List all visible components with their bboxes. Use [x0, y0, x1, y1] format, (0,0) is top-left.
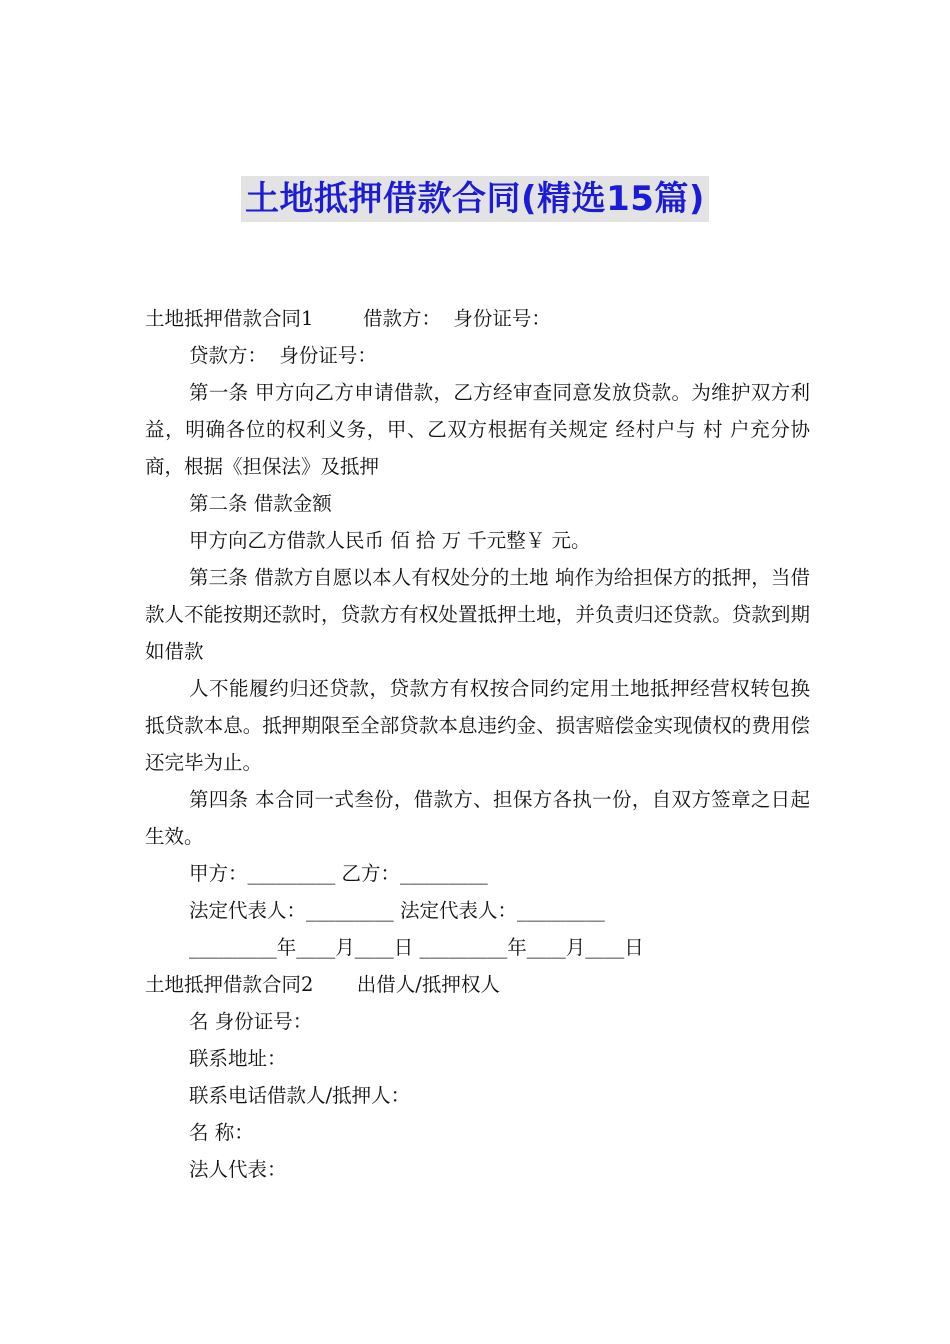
paragraph: 第二条 借款金额 [189, 492, 332, 515]
paragraph: _________年____月____日 _________年____月____日 [189, 936, 644, 959]
paragraph: 联系电话借款人/抵押人： [189, 1084, 411, 1107]
paragraph: 土地抵押借款合同2 出借人/抵押权人 [145, 973, 500, 996]
paragraph: 第三条 借款方自愿以本人有权处分的土地 垧作为给担保方的抵押，当借款人不能按期还款时，贷款方有权处置抵押土地，并负责归还贷款。贷款到期如借款 [145, 566, 810, 663]
title-container [0, 176, 950, 222]
paragraph: 人不能履约归还贷款，贷款方有权按合同约定用土地抵押经营权转包换抵贷款本息。抵押期限至全部贷款本息违约金、损害赔偿金实现债权的费用偿还完毕为止。 [145, 677, 810, 774]
paragraph: 第一条 甲方向乙方申请借款，乙方经审查同意发放贷款。为维护双方利益，明确各位的权利义务，甲、乙双方根据有关规定 经村户与 村 户充分协商，根据《担保法》及抵押 [145, 381, 810, 478]
paragraph: 土地抵押借款合同1 借款方： 身份证号： [145, 307, 551, 330]
document-body [145, 300, 810, 1188]
paragraph: 名 身份证号： [189, 1010, 313, 1033]
document-title: 土地抵押借款合同(精选15篇) [241, 176, 709, 222]
paragraph: 联系地址： [189, 1047, 287, 1070]
paragraph: 法人代表： [189, 1158, 287, 1181]
paragraph: 名 称： [189, 1121, 254, 1144]
paragraph: 甲方向乙方借款人民币 佰 拾 万 千元整￥ 元。 [189, 529, 591, 552]
paragraph: 第四条 本合同一式叁份，借款方、担保方各执一份，自双方签章之日起生效。 [145, 788, 810, 848]
paragraph: 甲方：_________ 乙方：_________ [189, 862, 488, 885]
paragraph: 贷款方： 身份证号： [189, 344, 377, 367]
paragraph: 法定代表人：_________ 法定代表人：_________ [189, 899, 605, 922]
